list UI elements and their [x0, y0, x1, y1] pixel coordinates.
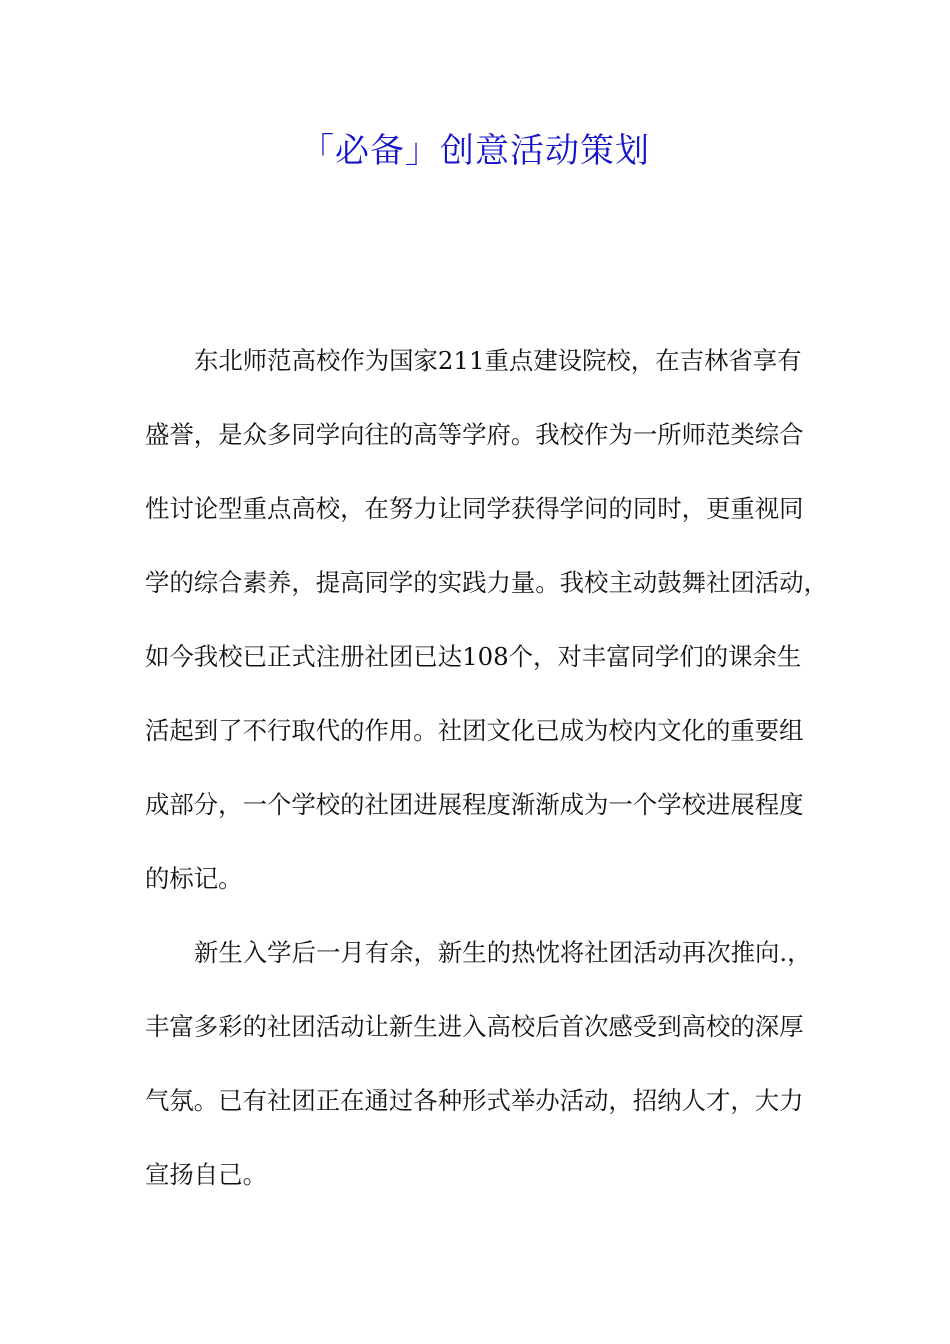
- text-line: 盛誉，是众多同学向往的高等学府。我校作为一所师范类综合: [145, 420, 804, 449]
- text-line: 性讨论型重点高校，在努力让同学获得学问的同时，更重视同: [145, 494, 804, 523]
- paragraph-2: [145, 932, 815, 1228]
- text-line: 如今我校已正式注册社团已达108个，对丰富同学们的课余生: [145, 642, 802, 671]
- document-body: [145, 340, 828, 1228]
- text-line: 宣扬自己。: [145, 1160, 267, 1189]
- text-line: 新生入学后一月有余，新生的热忱将社团活动再次推向.，: [194, 938, 812, 967]
- text-line: 丰富多彩的社团活动让新生进入高校后首次感受到高校的深厚: [145, 1012, 804, 1041]
- document-title: 「必备」创意活动策划: [300, 131, 650, 171]
- text-line: 东北师范高校作为国家211重点建设院校，在吉林省享有: [194, 346, 802, 375]
- text-line: 学的综合素养，提高同学的实践力量。我校主动鼓舞社团活动，: [145, 568, 828, 597]
- text-line: 活起到了不行取代的作用。社团文化已成为校内文化的重要组: [145, 716, 804, 745]
- paragraph-1: [145, 340, 828, 932]
- text-line: 气氛。已有社团正在通过各种形式举办活动，招纳人才，大力: [145, 1086, 804, 1115]
- text-line: 的标记。: [145, 864, 243, 893]
- text-line: 成部分，一个学校的社团进展程度渐渐成为一个学校进展程度: [145, 790, 804, 819]
